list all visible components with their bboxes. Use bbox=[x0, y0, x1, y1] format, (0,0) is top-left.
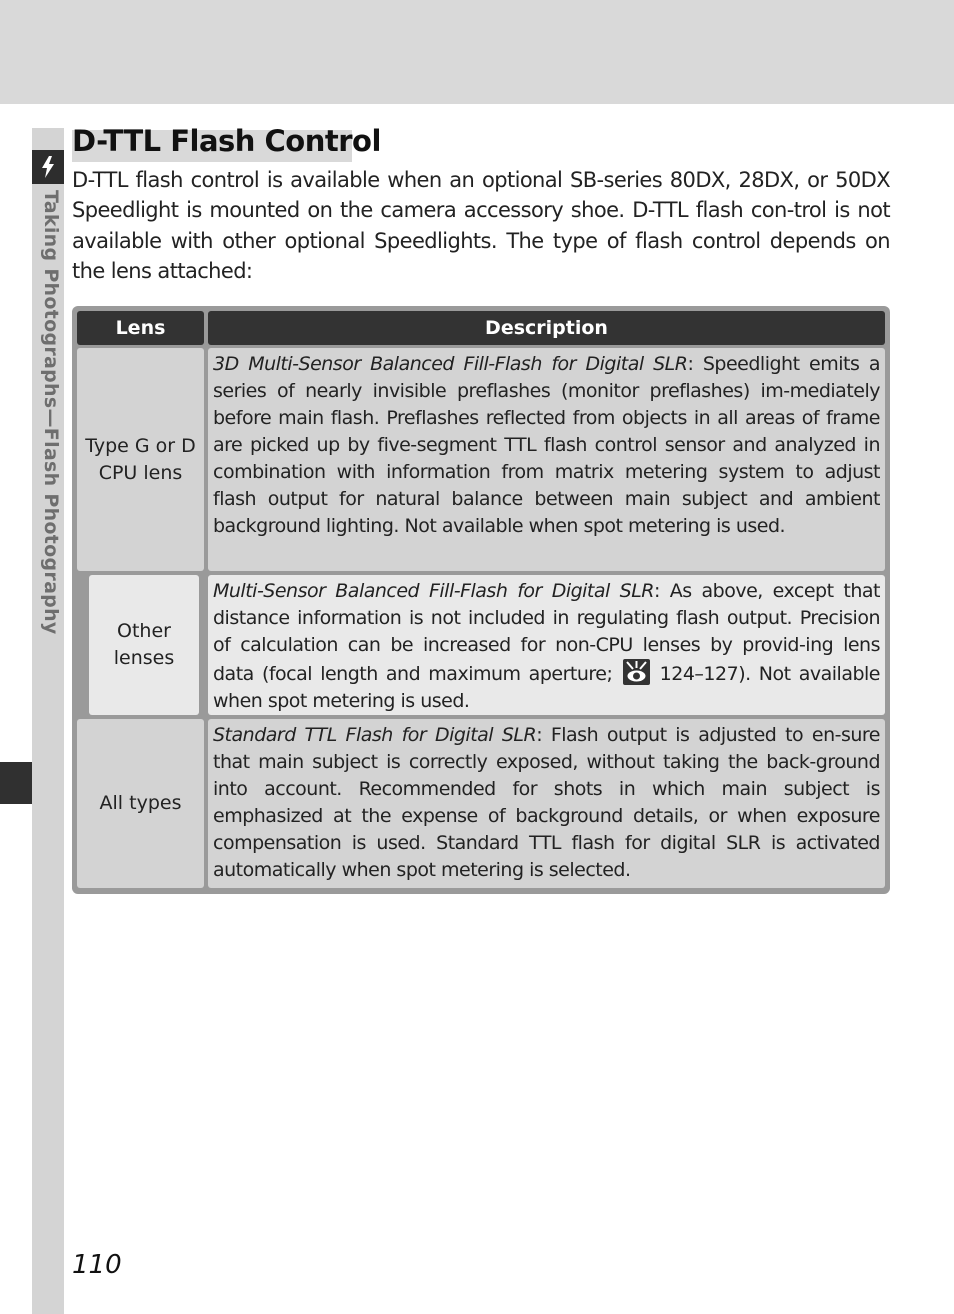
chapter-tab bbox=[32, 150, 64, 184]
flash-control-table bbox=[72, 306, 890, 894]
lens-cell: Other lenses bbox=[89, 575, 199, 715]
intro-paragraph: D-TTL flash control is available when an optional SB-series 80DX, 28DX, or 50DX Speedlight is mounted on the camera accessory shoe. D-TTL flash con-trol is not available with other optional Speedlights. The type of flash control depends on the lens attached: bbox=[72, 168, 890, 283]
mode-description: : Flash output is adjusted to en-sure that main subject is correctly exposed, without taking the back-ground into account. Recommended for shots in which main subject is emphasized at the expense of background details, or when exposure compensation is used. Standard TTL flash for digital SLR is activated automatically when spot metering is selected. bbox=[213, 724, 881, 881]
description-cell bbox=[208, 719, 885, 888]
mode-description: : As above, except that distance information is not included in regulating flash output. Precision of calculation can be increased for non-CPU lenses by provid-ing lens data (focal length and maximum aperture; bbox=[213, 580, 880, 685]
chapter-label: Taking Photographs—Flash Photography bbox=[40, 190, 62, 635]
description-cell bbox=[208, 348, 885, 571]
lens-cell: All types bbox=[77, 719, 204, 888]
page-reference: 124–127). Not available when spot metering is used. bbox=[213, 663, 880, 712]
mode-description: : Speedlight emits a series of nearly invisible preflashes (monitor preflashes) im-mediately before main flash. Preflashes reflected from objects in all areas of frame are picked up by five-segment TTL flash control sensor and analyzed in combination with information from matrix metering system to adjust flash output for natural balance between main subject and ambient background lighting. Not available when spot metering is used. bbox=[213, 353, 880, 537]
header-description: Description bbox=[208, 311, 885, 345]
description-cell bbox=[208, 575, 885, 715]
mode-name: Standard TTL Flash for Digital SLR bbox=[213, 724, 537, 746]
mode-name: 3D Multi-Sensor Balanced Fill-Flash for Digital SLR bbox=[213, 353, 688, 375]
mode-name: Multi-Sensor Balanced Fill-Flash for Digital SLR bbox=[213, 580, 655, 602]
top-margin-band bbox=[0, 0, 954, 104]
page-number: 110 bbox=[72, 1250, 122, 1280]
header-lens: Lens bbox=[77, 311, 204, 345]
page-title: D-TTL Flash Control bbox=[72, 124, 381, 158]
lightning-bolt-icon bbox=[40, 156, 56, 178]
section-thumb-tab bbox=[0, 762, 32, 804]
reference-eye-icon bbox=[623, 659, 650, 685]
lens-cell: Type G or D CPU lens bbox=[77, 348, 204, 571]
